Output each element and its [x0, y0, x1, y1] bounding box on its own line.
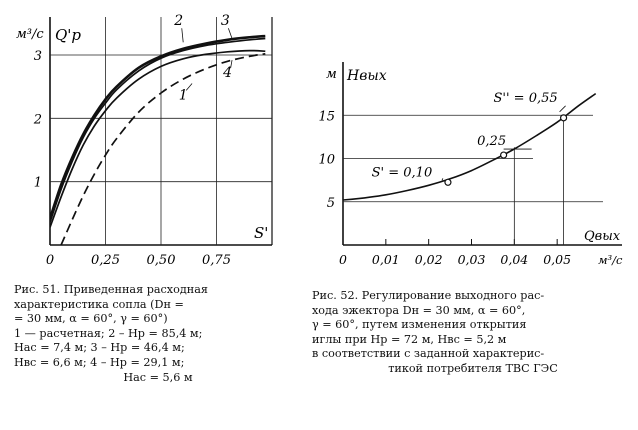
- caption-fig52: [312, 289, 634, 377]
- caption-fig51: [14, 283, 302, 385]
- point-leader: [442, 178, 443, 180]
- caption-line: характеристика сопла (Dн =: [14, 297, 184, 311]
- x-tick-label: 0,02: [414, 252, 443, 267]
- caption-line: Рис. 52. Регулирование выходного рас-: [312, 289, 545, 302]
- caption-line: 1 — расчетная; 2 – Hр = 85,4 м;: [14, 326, 203, 340]
- x-tick-label: 0,50: [146, 253, 176, 268]
- annotation-leader: [228, 28, 232, 38]
- data-point: [501, 152, 507, 158]
- x-axis-symbol: S': [254, 224, 269, 242]
- y-axis-symbol: Hвых: [347, 68, 387, 84]
- annotation-leader: [182, 28, 183, 42]
- x-tick-label: 0,03: [457, 252, 486, 267]
- y-tick-label: 2: [33, 112, 42, 128]
- data-point: [445, 179, 451, 185]
- point-label: S'' = 0,55: [493, 90, 558, 106]
- caption-line: Hас = 5,6 м: [123, 370, 193, 384]
- x-tick-label: 0,04: [500, 252, 529, 267]
- series-line-2: [50, 36, 265, 218]
- x-tick-label: 0,01: [371, 252, 400, 267]
- caption-line: Рис. 51. Приведенная расходная: [14, 283, 208, 296]
- y-tick-label: 3: [33, 49, 42, 64]
- x-tick-label: 0: [45, 253, 55, 268]
- y-tick-label: 5: [326, 195, 335, 211]
- curve-label: 1: [178, 87, 188, 104]
- y-unit-label: м: [326, 67, 337, 82]
- caption-line: Hвс = 6,6 м; 4 – Hр = 29,1 м;: [14, 355, 185, 369]
- point-label: 0,25: [477, 134, 507, 150]
- y-tick-label: 10: [318, 152, 335, 168]
- caption-line: тикой потребителя ТВС ГЭС: [388, 361, 558, 375]
- x-axis-symbol: Qвых: [584, 229, 621, 244]
- y-tick-label: 1: [33, 175, 42, 191]
- caption-line: хода эжектора Dн = 30 мм, α = 60°,: [312, 303, 526, 317]
- chart-fig51: [16, 13, 272, 268]
- caption-line: = 30 мм, α = 60°, γ = 60°): [14, 312, 168, 326]
- caption-line: иглы при Hр = 72 м, Hвс = 5,2 м: [312, 332, 507, 346]
- chart-fig52: [318, 62, 623, 267]
- caption-line: Hас = 7,4 м; 3 – Hр = 46,4 м;: [14, 341, 185, 355]
- curve-label: 3: [220, 13, 230, 30]
- series-line-1: [61, 54, 265, 245]
- x-tick-label: 0,05: [543, 252, 572, 267]
- curve-label: 2: [174, 13, 184, 30]
- point-leader: [560, 106, 566, 112]
- caption-line: γ = 60°, путем изменения открытия: [312, 318, 527, 332]
- x-tick-label: 0,25: [91, 253, 120, 268]
- series-line: [343, 94, 596, 200]
- data-point: [561, 115, 567, 121]
- x-tick-label: 0: [339, 252, 347, 267]
- caption-line: в соответствии с заданной характерис-: [312, 347, 545, 361]
- series-line-3: [50, 39, 265, 223]
- point-label: S' = 0,10: [371, 165, 433, 181]
- x-unit-label: м³/с: [598, 253, 623, 267]
- y-tick-label: 15: [318, 109, 335, 125]
- y-axis-symbol: Q'р: [55, 26, 82, 44]
- curve-label: 4: [223, 65, 233, 82]
- x-tick-label: 0,75: [202, 253, 231, 268]
- y-unit-label: м³/с: [16, 27, 44, 42]
